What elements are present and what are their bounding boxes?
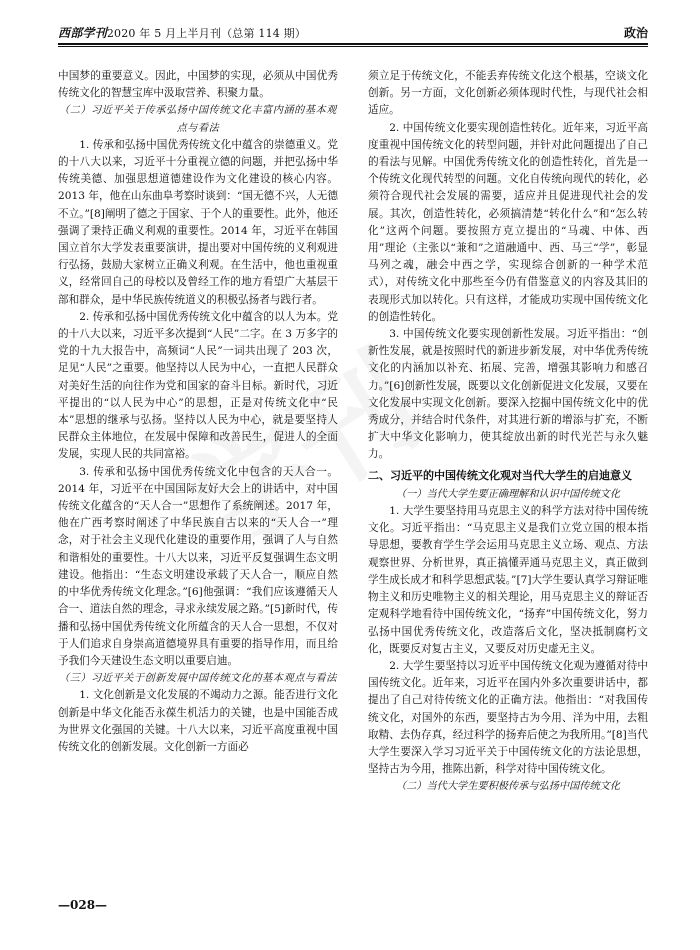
header-rule-thin [58, 46, 648, 47]
subheading: （二）习近平关于传承弘扬中国传统文化丰富内涵的基本观点与看法 [59, 105, 337, 134]
subheading: （三）习近平关于创新发展中国传统文化的基本观点与看法 [59, 673, 337, 685]
paragraph: 2. 中国传统文化要实现创造性转化。近年来，习近平高度重视中国传统文化的转型问题，并针对此问题提出了自己的看法与见解。中国优秀传统文化的创造性转化，首先是一个传统文化现代转型的问题。文化自传统向现代的转化，必须符合现代社会发展的需要，适应并且促进现代社会的发展。其次，创造性转化，必须搞清楚“转化什么”和“怎么转化”这两个问题。要按照方克立提出的“马魂、中体、西用”理论（主张以“兼和”之道融通中、西、马三“学”，彰显马列之魂，融会中西之学，实现综合创新的一种学术范式），对传统文化中那些至今仍有借鉴意义的内容及其旧的表现形式加以转化。只有这样，才能成功实现中国传统文化的创造性转化。 [368, 121, 648, 323]
paragraph: 2. 传承和弘扬中国优秀传统文化中蕴含的以人为本。党的十八大以来，习近平多次提到“人民”二字。在 3 万多字的党的十九大报告中，高频词“人民”一词共出现了 203 次，足见“人民”之重要。他坚持以人民为中心，一直把人民群众对美好生活的向往作为党和国家的奋斗目标。新时代，习近平提出的“以人民为中心”的思想，正是对传统文化中“民本”思想的继承与弘扬。坚持以人民为中心，就是要坚持人民群众主体地位，在发展中保障和改善民生，促进人的全面发展，实现人民的共同富裕。 [58, 310, 338, 461]
paragraph: 3. 传承和弘扬中国优秀传统文化中包含的天人合一。2014 年，习近平在中国国际友好大会上的讲话中，对中国传统文化蕴含的“天人合一”思想作了系统阐述。2017 年，他在广西考察时阐述了中华民族自古以来的“天人合一”理念，对于社会主义现代化建设的重要作用，强调了人与自然和谐相处的重要性。十八大以来，习近平反复强调生态文明建设。他指出：“生态文明建设承载了天人合一，顺应自然的中华优秀传统文化理念。”[6]他强调：“我们应该遵循天人合一、道法自然的理念，寻求永续发展之路。”[5]新时代，传播和弘扬中国优秀传统文化所蕴含的天人合一思想，不仅对于人们追求自身崇高道德境界具有重要的指导作用，而且给予我们今天建设生态文明以重要启迪。 [58, 465, 338, 667]
subsection-heading: （一）当代大学生要正确理解和认识中国传统文化 [395, 488, 621, 500]
journal-masthead [58, 24, 306, 41]
paragraph: 1. 传承和弘扬中国优秀传统文化中蕴含的崇德重义。党的十八大以来，习近平十分重视立德的问题，并把弘扬中华传统美德、加强思想道德建设作为文化建设的核心内容。2013 年，他在山东曲阜考察时谈到：“国无德不兴，人无德不立。”[8]阐明了德之于国家、于个人的重要性。此外，他还强调了秉持正确义利观的重要性。2014 年，习近平在韩国国立首尔大学发表重要演讲，提出要对中国传统的义利观进行弘扬，鼓励大家树立正确义利观。在生活中，他也重视重义，经常回自己的母校以及曾经工作的地方看望广大基层干部和群众，是中华民族传统道义的积极弘扬者与践行者。 [58, 138, 338, 306]
paragraph: 中国梦的重要意义。因此，中国梦的实现，必须从中国优秀传统文化的智慧宝库中汲取营养、积聚力量。 [58, 70, 338, 100]
subsection-heading: （二）当代大学生要积极传承与弘扬中国传统文化 [395, 781, 621, 793]
paragraph: 2. 大学生要坚持以习近平中国传统文化观为遵循对待中国传统文化。近年来，习近平在国内外多次重要讲话中，都提出了自己对待传统文化的正确方法。他指出：“对我国传统文化，对国外的东西，要坚持古为今用、洋为中用，去粗取精、去伪存真，经过科学的扬弃后使之为我所用。”[8]当代大学生要深入学习习近平关于中国传统文化的方法论思想，坚持古为今用，推陈出新，科学对待中国传统文化。 [368, 659, 648, 776]
section-heading: 二、习近平的中国传统文化观对当代大学生的启迪意义 [368, 468, 632, 482]
left-column [58, 68, 338, 756]
page-number: —028— [58, 898, 108, 912]
paragraph: 1. 文化创新是文化发展的不竭动力之源。能否进行文化创新是中华文化能否永葆生机活力的关键，也是中国能否成为世界文化强国的关键。十八大以来，习近平高度重视中国传统文化的创新发展。文化创新一方面必 [58, 689, 338, 753]
right-column [368, 68, 648, 796]
header-rule [58, 43, 648, 45]
issue-info: 2020 年 5 月上半月刊（总第 114 期） [106, 27, 307, 40]
section-label: 政治 [623, 26, 648, 40]
journal-name: 西部学刊 [58, 26, 107, 40]
paragraph: 1. 大学生要坚持用马克思主义的科学方法对待中国传统文化。习近平指出：“马克思主义是我们立党立国的根本指导思想，要教育学生学会运用马克思主义立场、观点、方法观察世界、分析世界，真正搞懂弄通马克思主义，真正做到学生成长成才和科学思想武装。”[7]大学生要认真学习辩证唯物主义和历史唯物主义的相关理论，用马克思主义的辩证否定观科学地看待中国传统文化，“扬弃”中国传统文化，努力弘扬中国优秀传统文化，改造落后文化，坚决抵制腐朽文化，既要反对复古主义，又要反对历史虚无主义。 [368, 505, 648, 655]
paragraph: 3. 中国传统文化要实现创新性发展。习近平指出：“创新性发展，就是按照时代的新进步新发展，对中华优秀传统文化的内涵加以补充、拓展、完善，增强其影响力和感召力。”[6]创新性发展，既要以文化创新促进文化发展，又要在文化发展中实现文化创新。要深入挖掘中国传统文化中的优秀成分，并结合时代条件，对其进行新的增添与扩充，不断扩大中华文化影响力，使其绽放出新的时代光芒与永久魅力。 [368, 328, 648, 461]
paragraph: 须立足于传统文化，不能丢弃传统文化这个根基，空谈文化创新。另一方面，文化创新必须体现时代性，与现代社会相适应。 [368, 70, 648, 117]
